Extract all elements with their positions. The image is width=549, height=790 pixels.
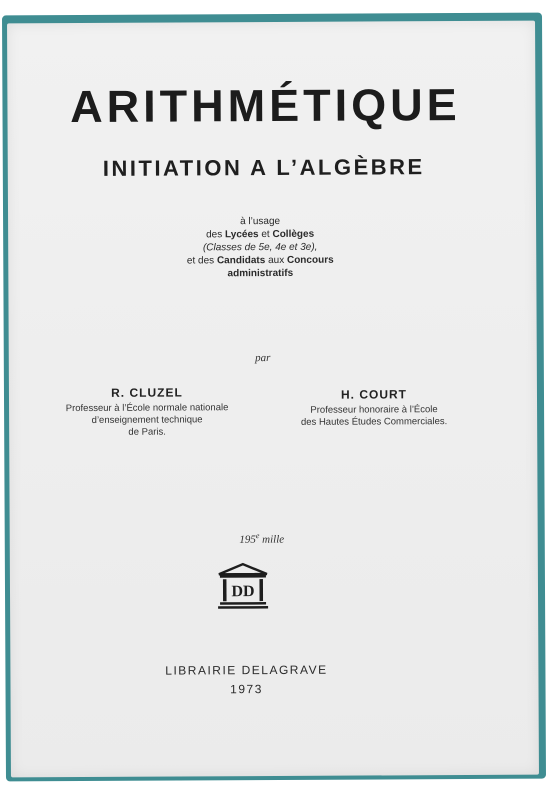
temple-icon	[216, 562, 270, 610]
usage-line-1: à l’usage	[240, 215, 281, 228]
svg-text:DD: DD	[231, 583, 255, 601]
publication-year: 1973	[230, 682, 263, 697]
usage-colleges: Collèges	[272, 228, 315, 241]
author-desc-line: d’enseignement technique	[91, 414, 203, 426]
usage-line-4-mid: aux	[265, 254, 287, 267]
usage-lycees: Lycées	[224, 229, 259, 241]
author-name: H. COURT	[340, 387, 408, 402]
usage-line-2-prefix: des	[206, 229, 226, 241]
publisher-name: LIBRAIRIE DELAGRAVE	[165, 662, 328, 678]
edition-count	[0, 530, 526, 547]
author-court	[264, 387, 484, 429]
title-page	[7, 21, 539, 778]
usage-candidats: Candidats	[216, 255, 266, 267]
by-label: par	[255, 352, 271, 365]
edition-sup: e	[255, 531, 260, 541]
usage-line-2-mid: et	[258, 229, 273, 241]
book-subtitle: INITIATION A L’ALGÈBRE	[102, 154, 425, 181]
author-cluzel	[37, 385, 257, 439]
author-desc-line: des Hautes Études Commerciales.	[300, 416, 448, 428]
book-title: ARITHMÉTIQUE	[70, 79, 461, 133]
author-desc-line: Professeur à l’École normale nationale	[65, 402, 229, 415]
usage-concours: Concours	[286, 254, 334, 266]
usage-administratifs: administratifs	[227, 267, 294, 280]
edition-number: 195	[239, 533, 256, 546]
author-desc-line: de Paris.	[128, 426, 166, 438]
usage-line-4-prefix: et des	[186, 255, 217, 267]
author-desc-line: Professeur honoraire à l’École	[310, 404, 438, 416]
edition-label: mille	[259, 533, 285, 546]
usage-classes: (Classes de 5e, 4e et 3e),	[202, 241, 318, 254]
author-name: R. CLUZEL	[111, 385, 183, 400]
